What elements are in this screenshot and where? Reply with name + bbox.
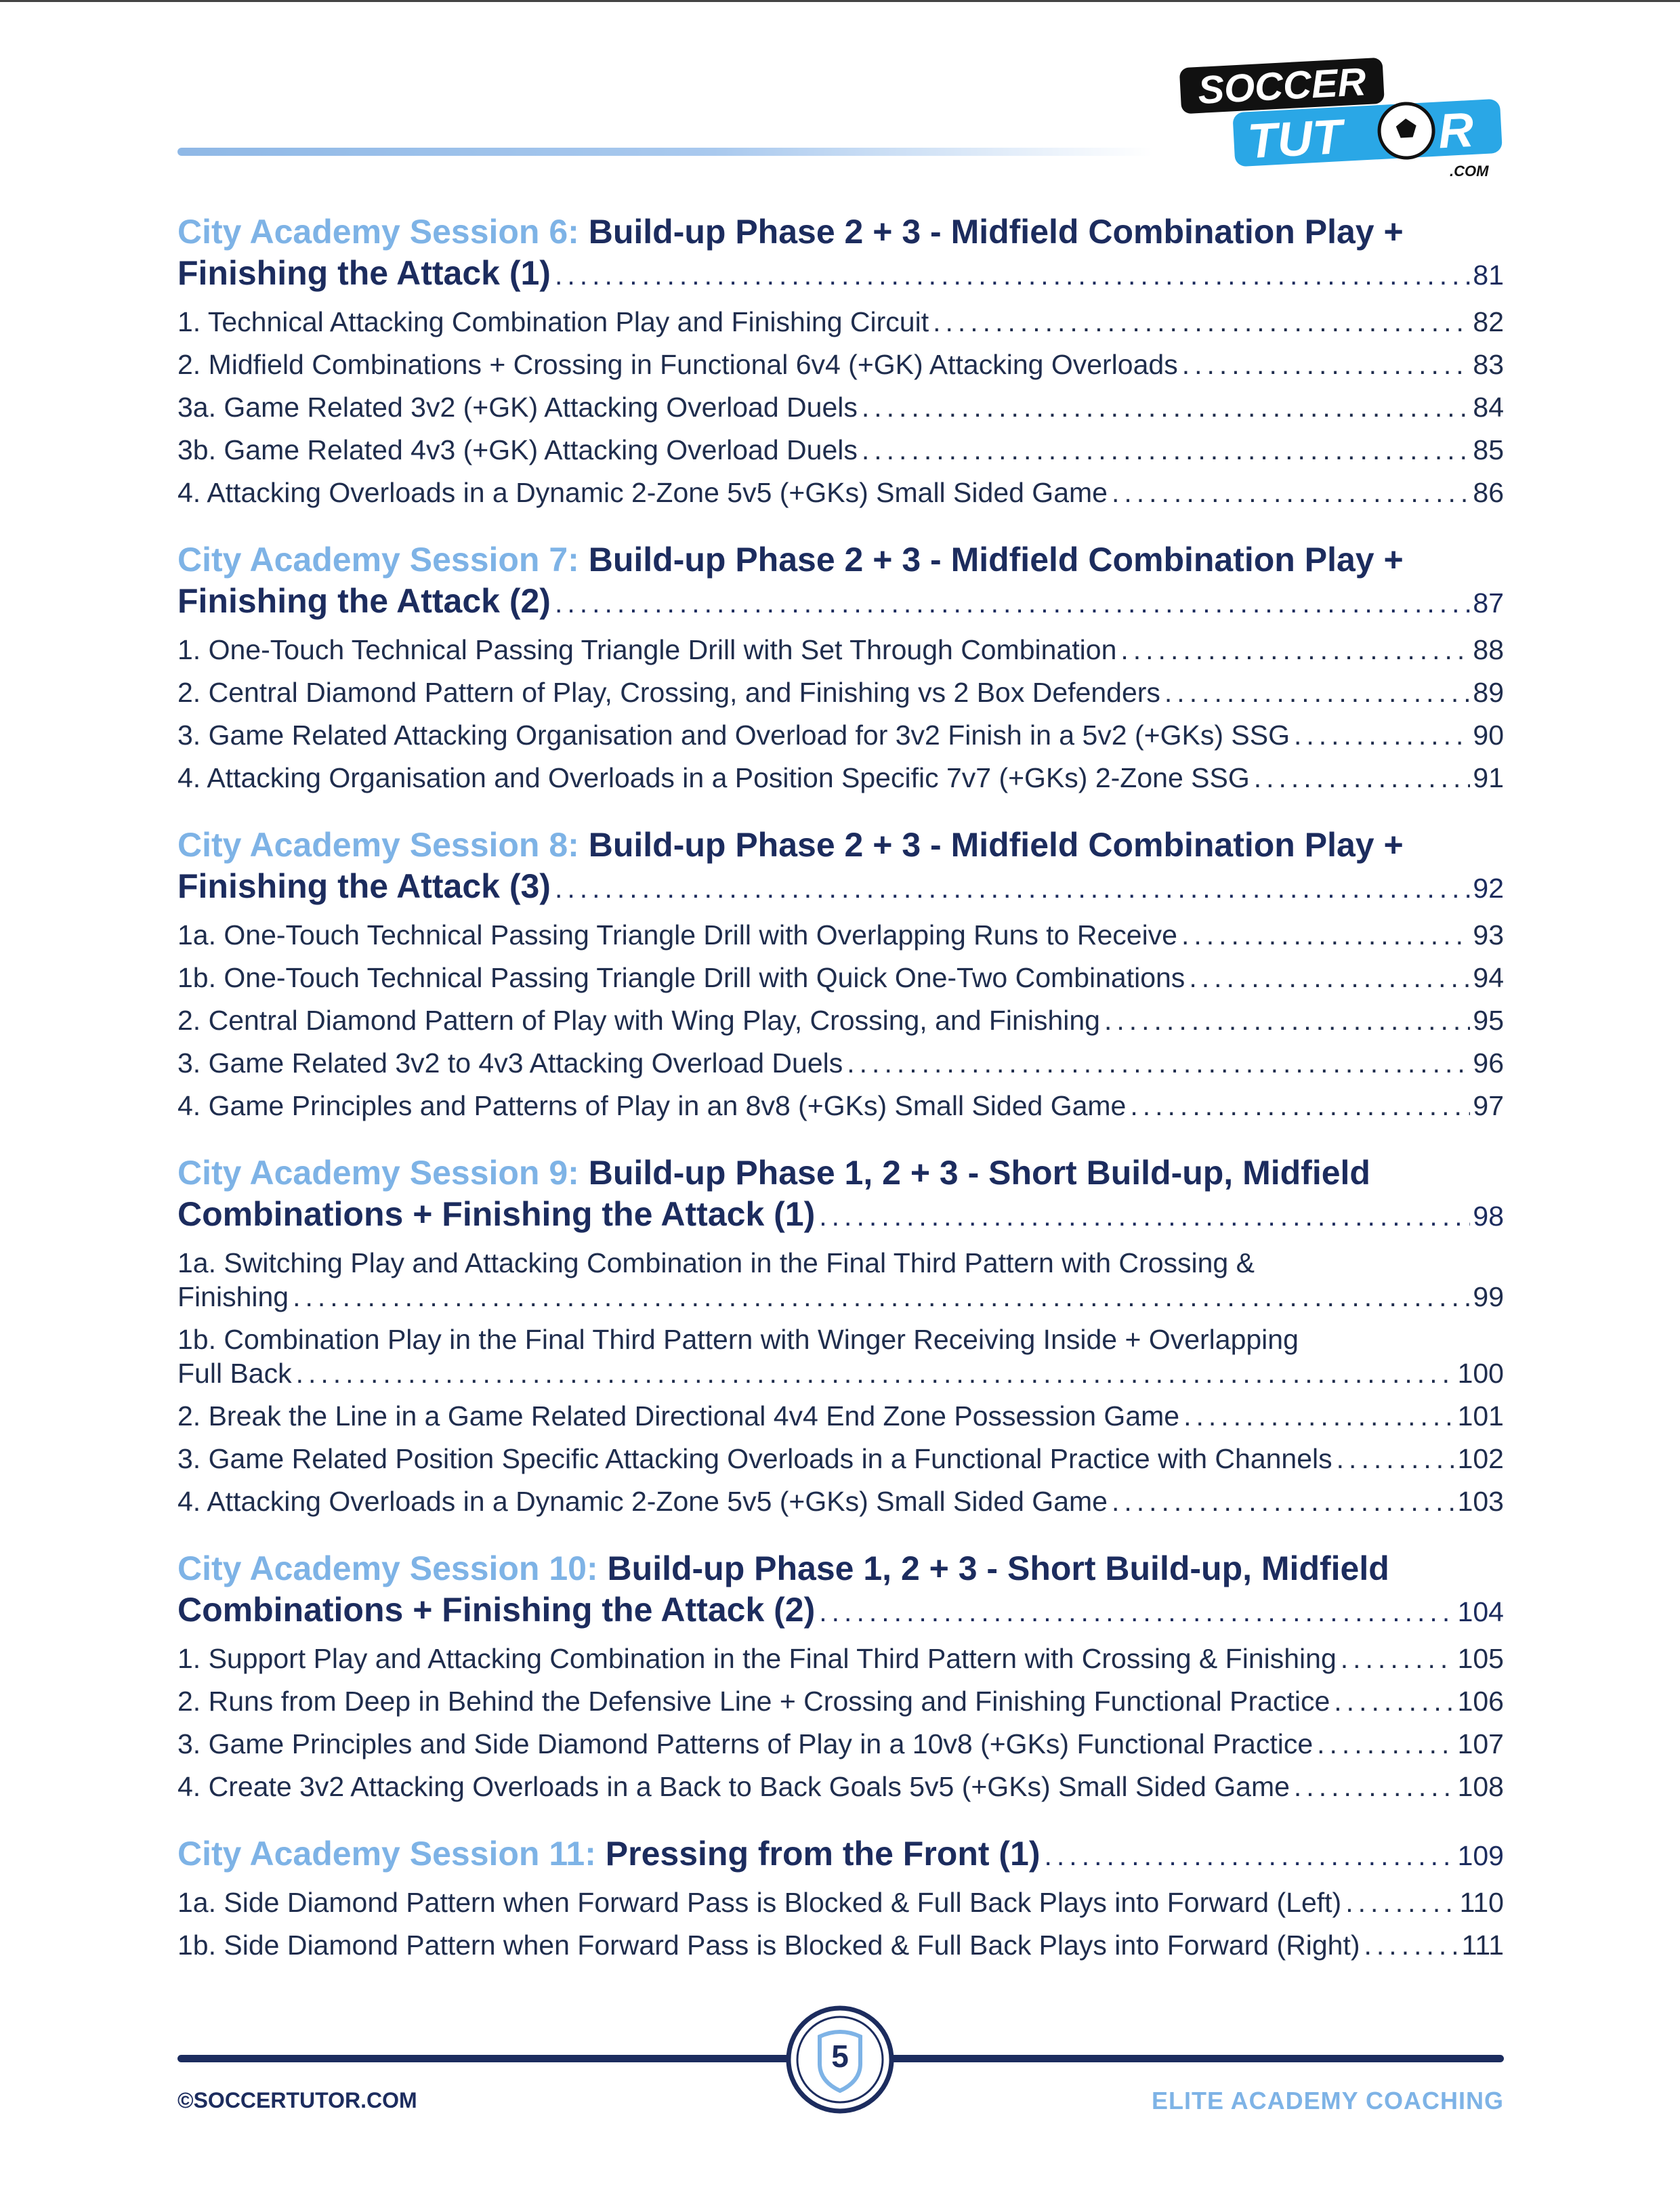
section-page-number: 98 [1473, 1201, 1504, 1232]
section-label: City Academy Session 6: [177, 213, 579, 251]
toc-entry-row [177, 1484, 1504, 1518]
toc-entry-page-number: 106 [1457, 1686, 1504, 1717]
toc-entry-text: 2. Break the Line in a Game Related Directional 4v4 End Zone Possession Game [177, 1400, 1180, 1432]
section-heading-text [177, 1833, 1041, 1875]
toc-entry[interactable] [177, 1246, 1504, 1314]
toc-entry-row [177, 348, 1504, 381]
section-title-line1: Build-up Phase 2 + 3 - Midfield Combination Play + [588, 541, 1404, 579]
toc-entry-text: 4. Attacking Overloads in a Dynamic 2-Zone 5v5 (+GKs) Small Sided Game [177, 477, 1108, 508]
toc-entry-text: 1a. Side Diamond Pattern when Forward Pass is Blocked & Full Back Plays into Forward (Left) [177, 1887, 1342, 1918]
toc-entry-row [177, 1089, 1504, 1123]
toc-entry-page-number: 107 [1457, 1728, 1504, 1759]
toc-entry[interactable] [177, 761, 1504, 795]
svg-text:R: R [1437, 102, 1475, 159]
footer-copyright: ©SOCCERTUTOR.COM [177, 2088, 417, 2112]
toc-entry-row [177, 305, 1504, 339]
toc-entry-row [177, 476, 1504, 509]
section-heading-line2 [177, 1194, 1504, 1237]
toc-entry[interactable] [177, 633, 1504, 667]
toc-entry-text: Finishing [177, 1281, 289, 1312]
toc-entry[interactable] [177, 1684, 1504, 1718]
section-title-line1: Build-up Phase 2 + 3 - Midfield Combination Play + [588, 826, 1404, 864]
toc-entry[interactable] [177, 918, 1504, 952]
toc-entry[interactable] [177, 1928, 1504, 1962]
toc-entry-page-number: 93 [1473, 919, 1504, 951]
toc-entry-text: 3. Game Related 3v2 to 4v3 Attacking Overload Duels [177, 1047, 843, 1079]
toc-section [177, 539, 1504, 795]
toc-section [177, 825, 1504, 1123]
toc-entry-text: 2. Midfield Combinations + Crossing in Functional 6v4 (+GK) Attacking Overloads [177, 349, 1178, 380]
toc-entry-row [177, 718, 1504, 752]
toc-section [177, 1152, 1504, 1518]
toc-entry[interactable] [177, 1770, 1504, 1804]
toc-entry-row [177, 1356, 1504, 1390]
section-title-line1: Build-up Phase 2 + 3 - Midfield Combination Play + [588, 213, 1404, 251]
toc-entry-page-number: 86 [1473, 477, 1504, 508]
svg-text:TUT: TUT [1246, 110, 1344, 169]
soccer-tutor-logo [1172, 54, 1511, 183]
toc-entry-page-number: 82 [1473, 306, 1504, 337]
section-title-line2: Combinations + Finishing the Attack (2) [177, 1591, 816, 1629]
toc-entry-row [177, 1642, 1504, 1675]
toc-section [177, 1833, 1504, 1962]
toc-entry-page-number: 111 [1461, 1930, 1504, 1961]
toc-entry-page-number: 108 [1457, 1771, 1504, 1802]
toc-entry[interactable] [177, 1484, 1504, 1518]
table-of-contents [177, 211, 1504, 1992]
toc-entry-text: 4. Create 3v2 Attacking Overloads in a Back to Back Goals 5v5 (+GKs) Small Sided Game [177, 1771, 1290, 1802]
dot-leader [933, 305, 1470, 339]
toc-entry-page-number: 110 [1459, 1887, 1504, 1918]
toc-entry-text: 3. Game Related Attacking Organisation and Overload for 3v2 Finish in a 5v2 (+GKs) SSG [177, 720, 1290, 751]
section-title-line2: Pressing from the Front (1) [605, 1835, 1041, 1873]
toc-entry-text: 3. Game Related Position Specific Attacking Overloads in a Functional Practice with Channels [177, 1443, 1332, 1474]
section-heading-line2 [177, 1589, 1504, 1633]
footer-series-title: ELITE ACADEMY COACHING [1151, 2087, 1504, 2114]
section-heading-line1 [177, 825, 1504, 866]
toc-entry-text: 2. Runs from Deep in Behind the Defensive Line + Crossing and Finishing Functional Practice [177, 1686, 1330, 1717]
section-label: City Academy Session 8: [177, 826, 579, 864]
section-heading-line2 [177, 581, 1504, 624]
section-heading-line1 [177, 1152, 1504, 1194]
toc-entry[interactable] [177, 305, 1504, 339]
section-title-line2: Combinations + Finishing the Attack (1) [177, 1195, 816, 1233]
toc-entry[interactable] [177, 1089, 1504, 1123]
dot-leader [1345, 1885, 1456, 1919]
toc-entry[interactable] [177, 476, 1504, 509]
toc-entry-row [177, 1928, 1504, 1962]
toc-entry[interactable] [177, 348, 1504, 381]
toc-entry-page-number: 105 [1457, 1643, 1504, 1674]
section-page-number: 104 [1457, 1596, 1504, 1627]
section-title-line2: Finishing the Attack (2) [177, 582, 551, 620]
dot-leader [555, 868, 1470, 909]
toc-entry-row [177, 1399, 1504, 1433]
toc-entry-page-number: 97 [1473, 1090, 1504, 1121]
dot-leader [1294, 718, 1470, 752]
section-heading[interactable] [177, 539, 1504, 624]
toc-entry-page-number: 90 [1473, 720, 1504, 751]
dot-leader [1337, 1442, 1455, 1476]
toc-entry-row [177, 1442, 1504, 1476]
toc-entry-page-number: 85 [1473, 434, 1504, 465]
toc-entry[interactable] [177, 1046, 1504, 1080]
toc-entry[interactable] [177, 1727, 1504, 1761]
toc-entry[interactable] [177, 1322, 1504, 1390]
toc-entry-text: 3a. Game Related 3v2 (+GK) Attacking Overload Duels [177, 392, 858, 423]
section-label: City Academy Session 9: [177, 1154, 579, 1192]
toc-entry[interactable] [177, 433, 1504, 467]
toc-entry-row [177, 1046, 1504, 1080]
toc-entry-page-number: 94 [1473, 962, 1504, 993]
toc-entry-page-number: 91 [1473, 762, 1504, 793]
toc-entry-text: 1. Support Play and Attacking Combination in the Final Third Pattern with Crossing & Finishing [177, 1643, 1337, 1674]
section-label: City Academy Session 10: [177, 1549, 598, 1587]
header-gradient-bar [177, 148, 1153, 156]
toc-entry[interactable] [177, 1442, 1504, 1476]
toc-entry-row [177, 390, 1504, 424]
section-heading[interactable] [177, 1833, 1504, 1877]
section-page-number: 109 [1457, 1840, 1504, 1871]
toc-entry[interactable] [177, 1003, 1504, 1037]
toc-entry-text: 4. Attacking Overloads in a Dynamic 2-Zone 5v5 (+GKs) Small Sided Game [177, 1486, 1108, 1517]
dot-leader [819, 1196, 1470, 1237]
dot-leader [1120, 633, 1470, 667]
svg-text:.COM: .COM [1450, 163, 1489, 180]
section-title-line2: Finishing the Attack (1) [177, 254, 551, 292]
toc-entry-row [177, 1684, 1504, 1718]
top-border [0, 0, 1680, 2]
toc-entry-row [177, 1003, 1504, 1037]
toc-entry[interactable] [177, 1642, 1504, 1675]
toc-entry-text-line1: 1a. Switching Play and Attacking Combination in the Final Third Pattern with Crossing & [177, 1247, 1255, 1278]
dot-leader [555, 583, 1470, 624]
toc-entry-text: 1b. Side Diamond Pattern when Forward Pass is Blocked & Full Back Plays into Forward (Right) [177, 1930, 1360, 1961]
section-page-number: 92 [1473, 873, 1504, 904]
toc-entry-page-number: 88 [1473, 634, 1504, 665]
toc-entry-text-line1: 1b. Combination Play in the Final Third Pattern with Winger Receiving Inside + Overlapping [177, 1324, 1299, 1355]
section-heading-line2 [177, 866, 1504, 909]
toc-entry-page-number: 100 [1457, 1358, 1504, 1389]
toc-entry-row [177, 1885, 1504, 1919]
dot-leader [1164, 675, 1470, 709]
dot-leader [1130, 1089, 1470, 1123]
toc-entry-page-number: 99 [1473, 1281, 1504, 1312]
toc-entry[interactable] [177, 390, 1504, 424]
section-label: City Academy Session 7: [177, 541, 579, 579]
toc-entry-text: 2. Central Diamond Pattern of Play with Wing Play, Crossing, and Finishing [177, 1005, 1100, 1036]
toc-entry[interactable] [177, 961, 1504, 995]
section-page-number: 87 [1473, 587, 1504, 619]
section-title-line1: Build-up Phase 1, 2 + 3 - Short Build-up, Midfield [607, 1549, 1389, 1587]
section-heading[interactable] [177, 825, 1504, 909]
toc-entry-text: 1. One-Touch Technical Passing Triangle Drill with Set Through Combination [177, 634, 1117, 665]
toc-entry-text: 4. Attacking Organisation and Overloads in a Position Specific 7v7 (+GKs) 2-Zone SSG [177, 762, 1250, 793]
dot-leader [1189, 961, 1470, 995]
toc-entry-row [177, 1280, 1504, 1314]
toc-entry-row [177, 633, 1504, 667]
toc-section [177, 1548, 1504, 1804]
section-label: City Academy Session 11: [177, 1835, 596, 1873]
section-heading-line1 [177, 1548, 1504, 1589]
toc-entry-text: Full Back [177, 1358, 292, 1389]
toc-entry[interactable] [177, 718, 1504, 752]
toc-entry-row [177, 1770, 1504, 1804]
toc-entry-page-number: 83 [1473, 349, 1504, 380]
section-heading[interactable] [177, 1548, 1504, 1633]
section-page-number: 81 [1473, 259, 1504, 291]
dot-leader [1104, 1003, 1470, 1037]
dot-leader [555, 255, 1470, 296]
dot-leader [1317, 1727, 1454, 1761]
toc-entry-page-number: 95 [1473, 1005, 1504, 1036]
toc-entry-row [177, 918, 1504, 952]
page-number: 5 [831, 2039, 849, 2074]
toc-entry-page-number: 89 [1473, 677, 1504, 708]
toc-entry[interactable] [177, 1885, 1504, 1919]
dot-leader [1112, 1484, 1455, 1518]
toc-entry-text: 3. Game Principles and Side Diamond Patterns of Play in a 10v8 (+GKs) Functional Practice [177, 1728, 1314, 1759]
svg-text:SOCCER: SOCCER [1196, 60, 1367, 112]
toc-entry-page-number: 84 [1473, 392, 1504, 423]
dot-leader [1183, 1399, 1454, 1433]
toc-section [177, 211, 1504, 509]
section-heading[interactable] [177, 211, 1504, 296]
section-heading-line1 [177, 211, 1504, 253]
toc-entry-row [177, 761, 1504, 795]
toc-entry-text: 4. Game Principles and Patterns of Play in an 8v8 (+GKs) Small Sided Game [177, 1090, 1127, 1121]
toc-entry-row [177, 1727, 1504, 1761]
dot-leader [1112, 476, 1470, 509]
toc-entry-text: 2. Central Diamond Pattern of Play, Crossing, and Finishing vs 2 Box Defenders [177, 677, 1160, 708]
dot-leader [862, 390, 1471, 424]
toc-entry-page-number: 103 [1457, 1486, 1504, 1517]
section-heading[interactable] [177, 1152, 1504, 1237]
dot-leader [862, 433, 1471, 467]
toc-entry-text: 1b. One-Touch Technical Passing Triangle Drill with Quick One-Two Combinations [177, 962, 1185, 993]
section-title-line1: Build-up Phase 1, 2 + 3 - Short Build-up, Midfield [588, 1154, 1370, 1192]
section-heading-line2 [177, 253, 1504, 296]
toc-entry-row [177, 675, 1504, 709]
dot-leader [1334, 1684, 1454, 1718]
dot-leader [1364, 1928, 1459, 1962]
dot-leader [1045, 1835, 1455, 1877]
section-heading-line [177, 1833, 1504, 1877]
toc-entry-page-number: 102 [1457, 1443, 1504, 1474]
dot-leader [296, 1356, 1455, 1390]
toc-entry-row [177, 961, 1504, 995]
toc-entry-text: 3b. Game Related 4v3 (+GK) Attacking Overload Duels [177, 434, 858, 465]
dot-leader [819, 1591, 1454, 1633]
toc-entry[interactable] [177, 1399, 1504, 1433]
dot-leader [1294, 1770, 1455, 1804]
toc-entry-text: 1. Technical Attacking Combination Play and Finishing Circuit [177, 306, 929, 337]
dot-leader [1181, 918, 1470, 952]
toc-entry-text: 1a. One-Touch Technical Passing Triangle Drill with Overlapping Runs to Receive [177, 919, 1177, 951]
toc-entry-row [177, 433, 1504, 467]
toc-entry[interactable] [177, 675, 1504, 709]
section-title-line2: Finishing the Attack (3) [177, 867, 551, 905]
dot-leader [847, 1046, 1470, 1080]
dot-leader [1254, 761, 1471, 795]
toc-entry-page-number: 96 [1473, 1047, 1504, 1079]
toc-entry-page-number: 101 [1457, 1400, 1504, 1432]
dot-leader [293, 1280, 1470, 1314]
dot-leader [1341, 1642, 1455, 1675]
section-heading-line1 [177, 539, 1504, 581]
dot-leader [1182, 348, 1471, 381]
